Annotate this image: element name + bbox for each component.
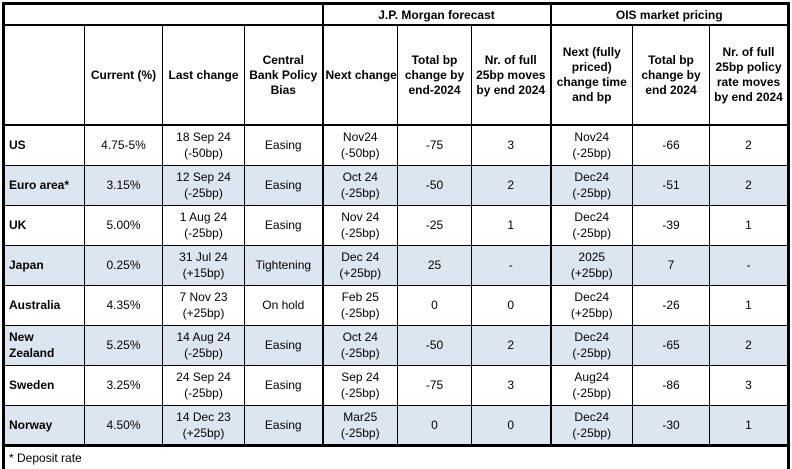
ois-total-bp-cell: -39 — [633, 205, 710, 245]
col-header-next-change: Next change — [323, 25, 398, 125]
jpm-total-bp-cell: -75 — [398, 125, 472, 165]
change-date: Dec24 — [574, 330, 610, 344]
ois-next-change-cell — [551, 245, 633, 285]
jpm-moves-cell: 2 — [472, 165, 551, 205]
policy-bias-cell: On hold — [245, 285, 323, 325]
policy-bias-cell: Easing — [245, 205, 323, 245]
last-change-cell — [163, 245, 245, 285]
change-date: 14 Dec 23 — [176, 409, 231, 424]
change-date: Oct 24 — [342, 170, 378, 184]
jpm-moves-cell: - — [472, 245, 551, 285]
change-bp: (+25bp) — [570, 306, 613, 320]
ois-moves-cell: 2 — [710, 125, 789, 165]
corner-cell — [4, 4, 323, 26]
change-date: Dec24 — [574, 170, 610, 184]
change-bp: (+25bp) — [570, 266, 613, 280]
jpm-moves-cell: 3 — [472, 365, 551, 405]
change-date: Feb 25 — [341, 290, 379, 304]
change-bp: (-25bp) — [184, 386, 223, 400]
change-bp: (+25bp) — [182, 306, 225, 320]
col-header-ois-total-bp: Total bp change by end 2024 — [633, 25, 710, 125]
change-date: Dec24 — [574, 210, 610, 224]
country-cell: Norway — [4, 405, 85, 445]
jpm-next-change-cell — [323, 365, 398, 405]
change-bp: (-25bp) — [340, 386, 380, 400]
country-cell: New Zealand — [4, 325, 85, 365]
ois-next-change-cell — [551, 405, 633, 445]
change-bp: (+25bp) — [339, 266, 382, 280]
table-row-euro-area — [4, 165, 789, 205]
change-bp: (-25bp) — [340, 306, 380, 320]
jpm-total-bp-cell: 0 — [398, 405, 472, 445]
jpm-total-bp-cell: -50 — [398, 165, 472, 205]
policy-bias-cell: Tightening — [245, 245, 323, 285]
change-date: 7 Nov 23 — [179, 290, 228, 304]
policy-bias-cell: Easing — [245, 165, 323, 205]
change-date: 2025 — [578, 250, 606, 264]
table-row-us — [4, 125, 789, 165]
policy-bias-cell: Easing — [245, 125, 323, 165]
current-rate-cell: 5.25% — [85, 325, 163, 365]
table-row-uk — [4, 205, 789, 245]
ois-moves-cell: 1 — [710, 405, 789, 445]
last-change-cell — [163, 365, 245, 405]
change-bp: (-50bp) — [184, 146, 223, 161]
ois-moves-cell: - — [710, 245, 789, 285]
jpm-next-change-cell — [323, 285, 398, 325]
last-change-cell — [163, 285, 245, 325]
group-header-row — [4, 4, 789, 26]
country-cell: US — [4, 125, 85, 165]
country-cell: UK — [4, 205, 85, 245]
current-rate-cell: 0.25% — [85, 245, 163, 285]
last-change-cell — [163, 405, 245, 445]
change-date: Dec24 — [574, 409, 610, 424]
change-date: Nov 24 — [341, 210, 380, 224]
table-row-japan — [4, 245, 789, 285]
column-header-row — [4, 25, 789, 125]
jpm-moves-cell: 1 — [472, 205, 551, 245]
change-date: 12 Sep 24 — [176, 170, 231, 184]
col-header-current: Current (%) — [85, 25, 163, 125]
jpm-total-bp-cell: 0 — [398, 285, 472, 325]
col-header-ois-moves: Nr. of full 25bp policy rate moves by end 2024 — [710, 25, 789, 125]
ois-next-change-cell — [551, 165, 633, 205]
change-bp: (-25bp) — [340, 425, 380, 440]
col-header-ois-next-change: Next (fully priced) change time and bp — [551, 25, 633, 125]
change-date: Aug24 — [574, 370, 610, 384]
change-date: 24 Sep 24 — [176, 370, 231, 384]
jpm-moves-cell: 0 — [472, 405, 551, 445]
table-row-australia — [4, 285, 789, 325]
col-header-last-change: Last change — [163, 25, 245, 125]
ois-next-change-cell — [551, 325, 633, 365]
ois-moves-cell: 2 — [710, 325, 789, 365]
change-date: Nov24 — [574, 130, 610, 145]
col-header-jpm-moves: Nr. of full 25bp moves by end 2024 — [472, 25, 551, 125]
policy-bias-cell: Easing — [245, 405, 323, 445]
ois-moves-cell: 1 — [710, 285, 789, 325]
current-rate-cell: 5.00% — [85, 205, 163, 245]
jpm-total-bp-cell: 25 — [398, 245, 472, 285]
col-header-country — [4, 25, 85, 125]
ois-total-bp-cell: -51 — [633, 165, 710, 205]
current-rate-cell: 4.35% — [85, 285, 163, 325]
ois-next-change-cell — [551, 125, 633, 165]
change-bp: (-25bp) — [572, 386, 612, 400]
change-date: 14 Aug 24 — [176, 330, 231, 344]
ois-moves-cell: 1 — [710, 205, 789, 245]
table-row-norway — [4, 405, 789, 445]
jpm-total-bp-cell: -25 — [398, 205, 472, 245]
ois-next-change-cell — [551, 285, 633, 325]
ois-next-change-cell — [551, 365, 633, 405]
ois-moves-cell: 3 — [710, 365, 789, 405]
current-rate-cell: 3.15% — [85, 165, 163, 205]
ois-moves-cell: 2 — [710, 165, 789, 205]
change-bp: (-25bp) — [184, 226, 223, 240]
change-bp: (-25bp) — [340, 186, 380, 200]
footnote: * Deposit rate — [4, 445, 789, 469]
change-bp: (-25bp) — [572, 146, 612, 161]
last-change-cell — [163, 325, 245, 365]
group-header-ois-pricing: OIS market pricing — [551, 4, 789, 26]
ois-next-change-cell — [551, 205, 633, 245]
footnote-row — [4, 445, 789, 469]
change-bp: (+15bp) — [182, 266, 225, 280]
change-bp: (-25bp) — [572, 425, 612, 440]
jpm-next-change-cell — [323, 165, 398, 205]
policy-bias-cell: Easing — [245, 365, 323, 405]
policy-rate-table — [2, 2, 790, 469]
ois-total-bp-cell: -65 — [633, 325, 710, 365]
table-row-new-zealand — [4, 325, 789, 365]
country-cell: Australia — [4, 285, 85, 325]
jpm-next-change-cell — [323, 125, 398, 165]
table-row-sweden — [4, 365, 789, 405]
ois-total-bp-cell: -26 — [633, 285, 710, 325]
ois-total-bp-cell: -66 — [633, 125, 710, 165]
jpm-moves-cell: 3 — [472, 125, 551, 165]
current-rate-cell: 4.50% — [85, 405, 163, 445]
change-bp: (-25bp) — [572, 346, 612, 360]
change-bp: (-25bp) — [184, 186, 223, 200]
jpm-moves-cell: 0 — [472, 285, 551, 325]
change-date: Nov24 — [342, 130, 378, 145]
jpm-next-change-cell — [323, 205, 398, 245]
jpm-moves-cell: 2 — [472, 325, 551, 365]
current-rate-cell: 3.25% — [85, 365, 163, 405]
current-rate-cell: 4.75-5% — [85, 125, 163, 165]
change-date: 31 Jul 24 — [179, 250, 228, 264]
change-date: 18 Sep 24 — [176, 130, 231, 145]
country-cell: Japan — [4, 245, 85, 285]
ois-total-bp-cell: -86 — [633, 365, 710, 405]
jpm-next-change-cell — [323, 405, 398, 445]
ois-total-bp-cell: 7 — [633, 245, 710, 285]
change-date: Mar25 — [343, 409, 378, 424]
col-header-jpm-total-bp: Total bp change by end-2024 — [398, 25, 472, 125]
change-bp: (+25bp) — [182, 425, 225, 440]
change-date: 1 Aug 24 — [179, 210, 228, 224]
group-header-jpm-forecast: J.P. Morgan forecast — [323, 4, 551, 26]
jpm-next-change-cell — [323, 245, 398, 285]
jpm-total-bp-cell: -50 — [398, 325, 472, 365]
country-cell: Euro area* — [4, 165, 85, 205]
policy-bias-cell: Easing — [245, 325, 323, 365]
jpm-next-change-cell — [323, 325, 398, 365]
country-cell: Sweden — [4, 365, 85, 405]
change-bp: (-25bp) — [572, 226, 612, 240]
change-bp: (-25bp) — [572, 186, 612, 200]
change-bp: (-25bp) — [184, 346, 223, 360]
change-date: Oct 24 — [342, 330, 378, 344]
ois-total-bp-cell: -30 — [633, 405, 710, 445]
last-change-cell — [163, 205, 245, 245]
change-bp: (-25bp) — [340, 226, 380, 240]
last-change-cell — [163, 125, 245, 165]
change-bp: (-25bp) — [340, 346, 380, 360]
last-change-cell — [163, 165, 245, 205]
change-date: Sep 24 — [341, 370, 380, 384]
jpm-total-bp-cell: -75 — [398, 365, 472, 405]
change-date: Dec 24 — [341, 250, 380, 264]
change-bp: (-50bp) — [340, 146, 380, 161]
change-date: Dec24 — [574, 290, 610, 304]
col-header-policy-bias: Central Bank Policy Bias — [245, 25, 323, 125]
